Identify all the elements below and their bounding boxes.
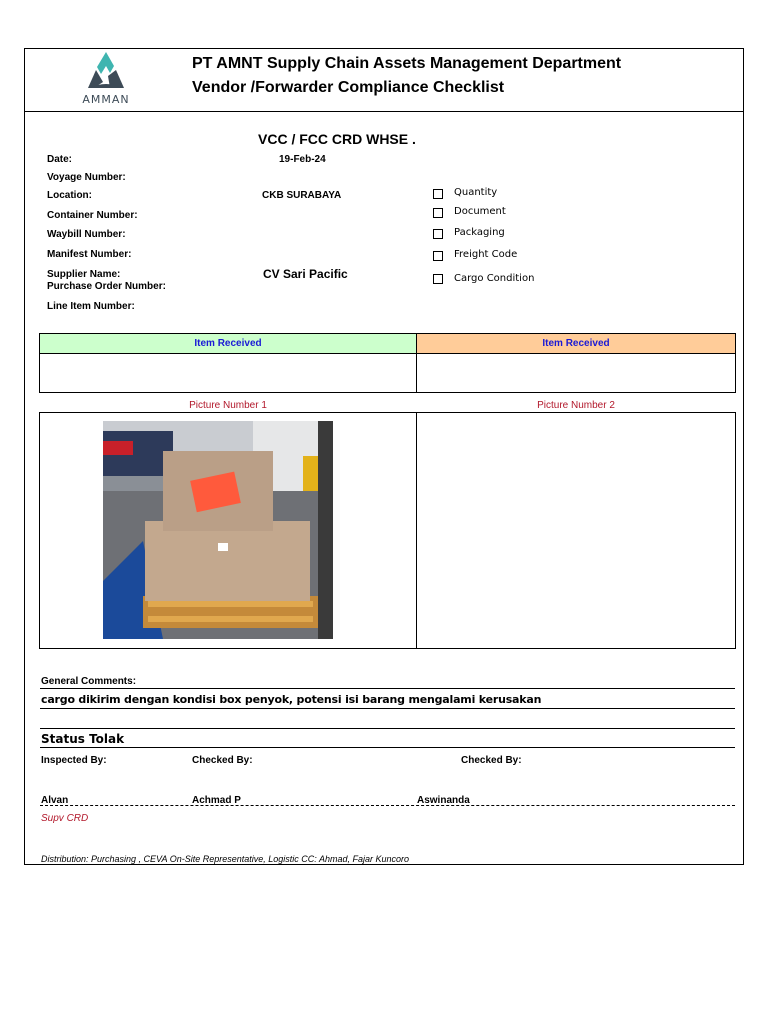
comments-line-4 <box>40 747 735 748</box>
distribution-text: Distribution: Purchasing , CEVA On-Site Representative, Logistic CC: Ahmad, Fajar Kuncoro <box>41 854 409 864</box>
checker-2-name: Aswinanda <box>417 795 470 806</box>
checked-by-label-2: Checked By: <box>461 755 522 766</box>
comments-line-1 <box>40 688 735 689</box>
voyage-label: Voyage Number: <box>47 172 126 183</box>
checked-by-label-1: Checked By: <box>192 755 253 766</box>
document-label: Document <box>454 206 506 217</box>
line-item-label: Line Item Number: <box>47 301 135 312</box>
supplier-value: CV Sari Pacific <box>263 267 348 281</box>
company-title: PT AMNT Supply Chain Assets Management Department <box>192 55 622 72</box>
general-comments-text: cargo dikirim dengan kondisi box penyok, potensi isi barang mengalami kerusakan <box>41 693 542 706</box>
header-divider <box>24 111 744 112</box>
quantity-label: Quantity <box>454 187 498 198</box>
cargo-photo <box>103 421 333 639</box>
general-comments-label: General Comments: <box>41 676 137 687</box>
picture-2-box <box>416 412 736 649</box>
quantity-checkbox[interactable] <box>433 189 443 199</box>
logo-wordmark: AMMAN <box>82 93 130 106</box>
supplier-label: Supplier Name: <box>47 269 121 280</box>
waybill-label: Waybill Number: <box>47 229 126 240</box>
inspected-by-label: Inspected By: <box>41 755 107 766</box>
form-subtitle: VCC / FCC CRD WHSE . <box>258 131 416 147</box>
date-label: Date: <box>47 154 73 165</box>
picture-2-label: Picture Number 2 <box>537 400 615 411</box>
status-text: Status Tolak <box>41 732 125 746</box>
freight-code-checkbox[interactable] <box>433 251 443 261</box>
freight-code-label: Freight Code <box>454 249 518 260</box>
comments-line-3 <box>40 728 735 729</box>
cargo-condition-label: Cargo Condition <box>454 273 535 284</box>
checker-1-name: Achmad P <box>192 795 241 806</box>
signature-line <box>40 805 735 806</box>
packaging-checkbox[interactable] <box>433 229 443 239</box>
item-received-header-2: Item Received <box>417 334 735 354</box>
document-checkbox[interactable] <box>433 208 443 218</box>
cargo-condition-checkbox[interactable] <box>433 274 443 284</box>
location-value: CKB SURABAYA <box>262 190 342 201</box>
form-title: Vendor /Forwarder Compliance Checklist <box>192 79 505 96</box>
manifest-label: Manifest Number: <box>47 249 132 260</box>
location-label: Location: <box>47 190 92 201</box>
picture-1-label: Picture Number 1 <box>189 400 267 411</box>
packaging-label: Packaging <box>454 227 505 238</box>
comments-line-2 <box>40 708 735 709</box>
po-label: Purchase Order Number: <box>47 281 166 292</box>
container-label: Container Number: <box>47 210 138 221</box>
inspector-role: Supv CRD <box>41 813 89 824</box>
inspector-name: Alvan <box>41 795 69 806</box>
date-value: 19-Feb-24 <box>279 154 326 165</box>
item-received-header-1: Item Received <box>40 334 416 354</box>
